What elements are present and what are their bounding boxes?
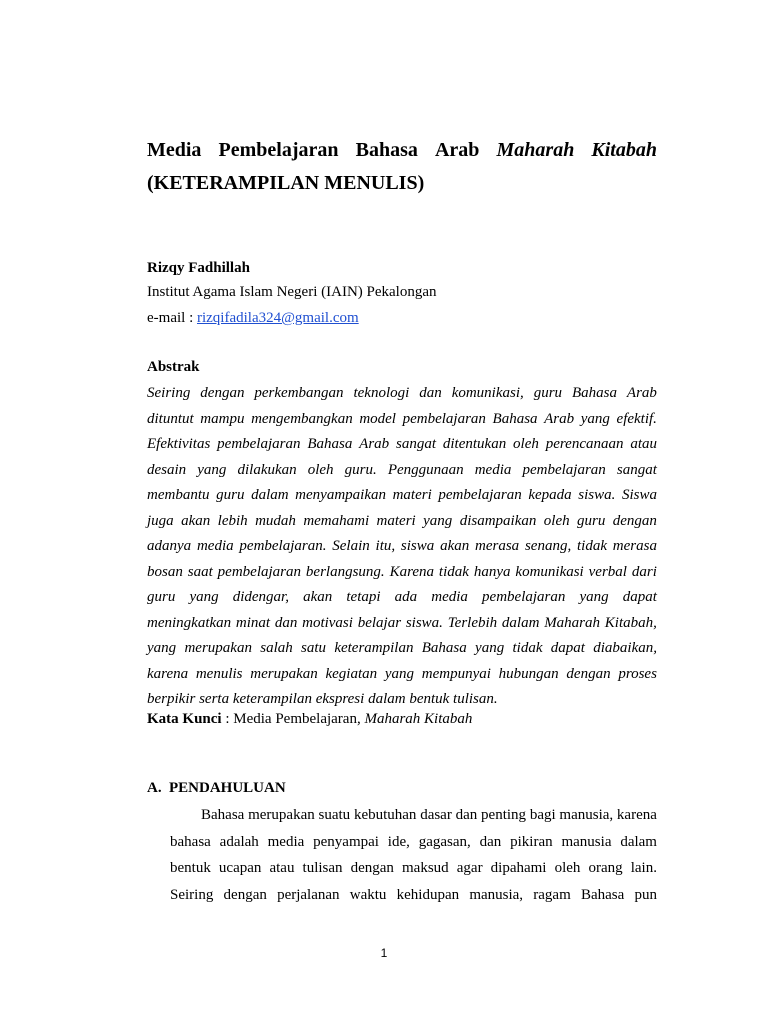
title-word-italic: Maharah — [496, 139, 575, 161]
word: manusia, — [559, 807, 614, 823]
section-letter: A. — [147, 780, 162, 796]
word: dan — [479, 833, 502, 850]
word: Terlebih — [447, 614, 498, 631]
word: dalam — [620, 833, 657, 850]
word: lebih — [217, 512, 248, 529]
abstract-line — [147, 458, 657, 484]
word: mudah — [255, 512, 296, 529]
paragraph-line — [170, 882, 657, 909]
word: senang, — [524, 538, 572, 554]
word: guru — [533, 385, 563, 401]
word: media — [196, 538, 234, 554]
word: dalam — [501, 614, 540, 631]
word: ide, — [387, 833, 410, 850]
author-name: Rizqy Fadhillah — [147, 260, 250, 276]
title-word: Pembelajaran — [218, 139, 339, 161]
word: akan — [181, 512, 211, 529]
word: kebutuhan — [353, 807, 417, 823]
word: pembelajaran — [217, 563, 301, 580]
word: siswa — [400, 538, 435, 554]
word: Selain — [332, 538, 370, 554]
word: tetapi — [346, 589, 381, 605]
abstract-line — [147, 636, 657, 662]
word: hubungan — [498, 665, 559, 682]
abstract-heading: Abstrak — [147, 359, 200, 375]
word: mengembangkan — [251, 410, 353, 427]
word: sangat — [396, 436, 437, 452]
word: guru — [577, 512, 606, 529]
word: membantu — [147, 487, 210, 503]
word: bahasa — [170, 833, 211, 850]
paper-title-line-2: (KETERAMPILAN MENULIS) — [147, 172, 425, 194]
word: media — [431, 589, 468, 605]
word: teknologi — [353, 385, 410, 401]
word: gagasan, — [418, 833, 471, 850]
word: yang — [579, 589, 609, 605]
word: juga — [147, 512, 174, 529]
word: ucapan — [218, 860, 262, 876]
word: Efektivitas — [147, 436, 211, 452]
word: kegiatan — [325, 665, 378, 682]
word: waktu — [349, 886, 387, 903]
word: Siswa — [621, 487, 657, 503]
word: ragam — [533, 886, 571, 903]
word: komunikasi — [515, 563, 584, 580]
word: dan — [274, 614, 298, 631]
word: atau — [630, 436, 657, 452]
word: memahami — [303, 512, 370, 529]
abstract-line — [147, 585, 657, 611]
abstract-line — [147, 407, 657, 433]
word: Bahasa — [307, 436, 353, 452]
word: meningkatkan — [147, 614, 232, 631]
word: oleh — [554, 860, 581, 876]
word: pembelajaran — [402, 410, 486, 427]
word: dengan — [223, 886, 267, 903]
page-number: 1 — [380, 946, 388, 960]
word: didengar, — [232, 589, 289, 605]
word: dan — [455, 807, 478, 823]
word: bosan — [147, 563, 183, 580]
word: bentuk — [170, 860, 211, 876]
word: perjalanan — [277, 886, 340, 903]
author-affiliation: Institut Agama Islam Negeri (IAIN) Pekalongan — [147, 284, 437, 300]
word: Arab — [626, 385, 657, 401]
word: Bahasa — [492, 410, 538, 427]
word: akan — [440, 538, 470, 554]
word: sangat — [616, 461, 657, 478]
word: yang — [197, 461, 227, 478]
word: dengan — [350, 860, 394, 876]
word: siswa. — [578, 487, 616, 503]
word: tidak — [512, 640, 543, 656]
word: komunikasi, — [451, 385, 524, 401]
word: oleh — [513, 436, 539, 452]
word: Arab — [544, 410, 575, 427]
word: keterampilan — [334, 640, 414, 656]
abstract-line — [147, 560, 657, 586]
section-paragraph — [170, 802, 657, 908]
word: media — [474, 461, 512, 478]
word: manusia — [561, 833, 612, 850]
word: dengan — [200, 385, 245, 401]
paper-title-line-1 — [147, 140, 657, 160]
word: manusia, — [469, 886, 524, 903]
word: ditentukan — [442, 436, 507, 452]
word: dituntut — [147, 410, 194, 427]
abstract-line — [147, 611, 657, 637]
word: dan — [419, 385, 442, 401]
abstract-line — [147, 483, 657, 509]
word: pun — [634, 886, 657, 903]
abstract-line — [147, 534, 657, 560]
section-title: PENDAHULUAN — [169, 780, 286, 796]
word: Bahasa — [571, 385, 617, 401]
paragraph-line — [170, 855, 657, 882]
word: itu, — [375, 538, 396, 554]
word: dipahami — [490, 860, 547, 876]
abstract-line — [147, 509, 657, 535]
word: suatu — [318, 807, 351, 823]
word: yang — [189, 589, 219, 605]
keywords-italic: Maharah Kitabah — [364, 711, 473, 727]
word: guru. — [344, 461, 377, 478]
word: model — [359, 410, 396, 427]
word: yang — [475, 640, 505, 656]
word: oleh — [307, 461, 334, 478]
word: kepada — [528, 487, 572, 503]
word: dasar — [420, 807, 452, 823]
word: materi — [392, 487, 432, 503]
word: Bahasa — [580, 886, 625, 903]
section-heading — [147, 779, 286, 797]
word: dengan — [612, 512, 657, 529]
word: berlangsung. — [305, 563, 385, 580]
word: Arab — [359, 436, 390, 452]
word: Bahasa — [421, 640, 467, 656]
word: satu — [301, 640, 327, 656]
word: tidak — [438, 563, 469, 580]
word: Karena — [389, 563, 435, 580]
word: yang — [580, 410, 610, 427]
word: siswa. — [405, 614, 443, 631]
word: desain — [147, 461, 187, 478]
word: materi — [376, 512, 416, 529]
word: guru — [216, 487, 245, 503]
title-word: Arab — [434, 139, 480, 161]
word: mampu — [200, 410, 245, 427]
word: maksud — [402, 860, 449, 876]
word: agar — [456, 860, 483, 876]
word: dilakukan — [237, 461, 297, 478]
word: menulis — [195, 665, 243, 682]
word: orang — [588, 860, 623, 876]
word: disampaikan — [459, 512, 537, 529]
email-link[interactable]: rizqifadila324@gmail.com — [196, 310, 359, 326]
word: belajar — [357, 614, 402, 631]
word: proses — [618, 665, 657, 682]
word: tidak — [577, 538, 607, 554]
word: dengan — [566, 665, 611, 682]
word: pembelajaran. — [239, 538, 327, 554]
word: pembelajaran — [522, 461, 606, 478]
word: hanya — [473, 563, 511, 580]
word: lain. — [630, 860, 657, 876]
keywords-label: Kata Kunci — [147, 711, 222, 727]
word: media — [267, 833, 305, 850]
word: motivasi — [302, 614, 353, 631]
word: yang — [423, 512, 453, 529]
word: ada — [394, 589, 418, 605]
title-word: Bahasa — [355, 139, 418, 161]
word: mempunyai — [421, 665, 491, 682]
word: pembelajaran — [438, 487, 522, 503]
word: merupakan — [248, 807, 315, 823]
keywords-text: : Media Pembelajaran, — [221, 711, 365, 727]
word: merupakan — [184, 640, 252, 656]
author-email — [147, 309, 359, 327]
word: minat — [235, 614, 271, 631]
email-label: e-mail : — [147, 310, 197, 326]
paragraph-line — [170, 802, 657, 829]
word: diabaikan, — [593, 640, 657, 656]
word: dari — [631, 563, 657, 580]
word: dapat — [622, 589, 657, 605]
word: Seiring — [170, 886, 214, 903]
word: merasa — [612, 538, 657, 554]
word: penting — [481, 807, 527, 823]
word: Maharah — [544, 614, 601, 631]
word: perencanaan — [545, 436, 624, 452]
title-word-italic: Kitabah — [591, 139, 657, 161]
word: pikiran — [510, 833, 553, 850]
abstract-line — [147, 432, 657, 458]
word: dapat — [550, 640, 585, 656]
abstract-body — [147, 381, 657, 713]
word: guru — [147, 589, 176, 605]
word: oleh — [543, 512, 570, 529]
paragraph-line — [170, 829, 657, 856]
word: yang — [147, 640, 177, 656]
word: adalah — [219, 833, 259, 850]
abstract-line — [147, 662, 657, 688]
word: perkembangan — [254, 385, 344, 401]
word: efektif. — [616, 410, 657, 427]
word: pembelajaran — [482, 589, 566, 605]
word: merupakan — [250, 665, 318, 682]
word: bagi — [529, 807, 556, 823]
word: verbal — [588, 563, 627, 580]
word: atau — [269, 860, 295, 876]
word: tulisan — [302, 860, 343, 876]
word: akan — [303, 589, 333, 605]
word: Penggunaan — [387, 461, 464, 478]
word: penyampai — [313, 833, 379, 850]
title-word: Media — [147, 139, 202, 161]
abstract-line — [147, 381, 657, 407]
keywords — [147, 710, 472, 728]
word: pembelajaran — [217, 436, 301, 452]
word: kehidupan — [396, 886, 460, 903]
word: saat — [187, 563, 213, 580]
abstract-line: berpikir serta keterampilan ekspresi dalam bentuk tulisan. — [147, 691, 498, 707]
word: karena — [616, 807, 657, 823]
word: Kitabah, — [604, 614, 657, 631]
word: Seiring — [147, 385, 191, 401]
word: Bahasa — [201, 807, 245, 823]
word: merasa — [475, 538, 520, 554]
word: adanya — [147, 538, 192, 554]
word: menyampaikan — [295, 487, 386, 503]
word: dalam — [251, 487, 289, 503]
word: karena — [147, 665, 189, 682]
word: salah — [260, 640, 293, 656]
word: yang — [384, 665, 415, 682]
